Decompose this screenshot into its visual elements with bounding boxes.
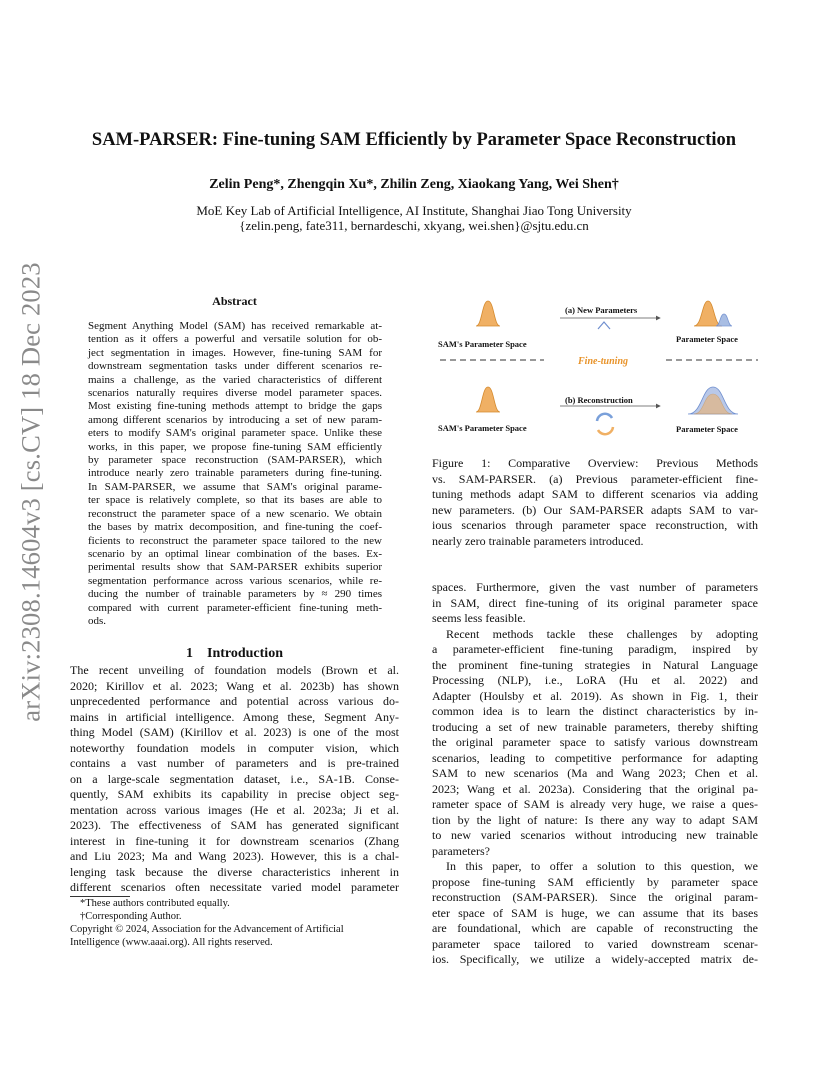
footnotes (70, 897, 399, 949)
label-sam-parameter-space-top: SAM's Parameter Space (438, 339, 527, 349)
adapted-distribution-top-icon (694, 301, 722, 326)
abstract-line: ods. (88, 614, 107, 627)
body-line: SAM to new scenarios (Ma and Wang 2023; Chen et al. (432, 766, 758, 780)
footnote-corresponding-author: †Corresponding Author. (80, 911, 182, 922)
body-line: on a large-scale segmentation dataset, i.e., SA-1B. Conse- (70, 771, 399, 786)
body-line: reconstruction (SAM-PARSER). Since the original param- (432, 890, 758, 904)
body-line: thing Model (SAM) (Kirillov et al. 2023) is one of the most (70, 725, 399, 739)
abstract-line: ficients to reconstruct the parameter space tailored to the new (88, 534, 382, 547)
abstract-line: scenario by an optimal linear combination of the bases. Ex- (88, 547, 382, 560)
paper-title: SAM-PARSER: Fine-tuning SAM Efficiently by Parameter Space Reconstruction (91, 130, 737, 150)
body-line: unprecedented performance and potential across various do- (70, 694, 399, 708)
body-line: and Liu 2023; Ma and Wang 2023). However, this is a chal- (70, 849, 399, 863)
abstract-line: works, in this paper, we propose fine-tuning SAM efficiently (88, 440, 382, 453)
body-line: mains in artificial intelligence. Among these, Segment Any- (70, 709, 399, 724)
abstract-line: scenarios naturally requires diverse model parameter spaces. (88, 387, 382, 400)
added-parameter-distribution-icon (716, 314, 732, 326)
figure-1-caption (432, 456, 758, 549)
introduction-body (70, 663, 399, 896)
caption-line: new parameters. (b) Our SAM-PARSER adapts SAM to var- (432, 502, 758, 517)
caption-line: nearly zero trainable parameters introduced. (432, 533, 644, 548)
body-line: 2023). The effectiveness of SAM has generated significant (70, 818, 399, 832)
affiliation (0, 203, 828, 233)
body-line: ios. Specifically, we utilize a widely-accepted matrix de- (432, 952, 758, 966)
abstract-line: downstream segmentation tasks under different scenarios re- (88, 360, 382, 373)
body-line: parameters? (432, 843, 490, 858)
abstract-line: mains a challenge, as the varied characteristics of different (88, 373, 382, 386)
body-line: mentation across various images (He et al. 2023a; Ji et al. (70, 802, 399, 817)
caption-line: Figure 1: Comparative Overview: Previous Methods (432, 456, 758, 470)
body-line: eter space of SAM is huge, we can assume that its bases (432, 905, 758, 920)
abstract-line: eters to modify SAM's original parameter space. Unlike these (88, 427, 382, 440)
body-line: noteworthy foundation models in computer vision, which (70, 740, 399, 755)
caption-line: vs. SAM-PARSER. (a) Previous parameter-efficient fine- (432, 471, 758, 486)
abstract-line: In SAM-PARSER, we assume that SAM's original parame- (88, 480, 382, 493)
body-line: In this paper, to offer a solution to this question, we (446, 859, 758, 873)
body-line: in SAM, direct fine-tuning of its original parameter space (432, 595, 758, 610)
abstract-line: ducing the number of trainable parameters by ≈ 290 times (88, 588, 382, 601)
abstract-line: segmentation performance across various scenarios, while re- (88, 574, 382, 587)
abstract-line: perimental results show that SAM-PARSER exhibits superior (88, 561, 382, 574)
copyright-line: Copyright © 2024, Association for the Advancement of Artificial (70, 924, 344, 935)
abstract-line: tention as it offers a powerful and versatile solution for ob- (88, 333, 382, 346)
label-new-parameters: (a) New Parameters (565, 305, 638, 315)
label-parameter-space-top: Parameter Space (676, 334, 738, 344)
body-line: spaces. Furthermore, given the vast number of parameters (432, 580, 758, 594)
body-line: quently, SAM exhibits its capability in precise object seg- (70, 787, 399, 801)
abstract-line: ject segmentation in images. However, fine-tuning SAM for (88, 346, 382, 359)
body-line: parameter space tailored to varied downstream scenar- (432, 936, 758, 951)
sam-distribution-top-icon (476, 301, 500, 326)
abstract-line: by parameter space reconstruction (SAM-PARSER), which (88, 454, 382, 467)
body-line: to new varied scenarios without introducing new trainable (432, 828, 758, 842)
body-line: common idea is to learn the distinct characteristics by in- (432, 704, 758, 718)
abstract-line: reconstruct the parameter space of a new scenario. We obtain (88, 507, 382, 520)
section-heading-introduction: 1 Introduction (186, 646, 283, 661)
body-line: troducing a set of new trainable parameters, thereby shifting (432, 719, 758, 734)
abstract-heading: Abstract (212, 294, 257, 308)
abstract-line: compared with current parameter-efficient fine-tuning meth- (88, 601, 382, 614)
body-line: 2023; Wang et al. 2023a). Considering that the original pa- (432, 781, 758, 796)
body-line: interest in fine-tuning it for downstream scenarios (Zhang (70, 833, 399, 848)
new-parameter-icon (598, 322, 610, 329)
abstract-line: introduce nearly zero trainable parameters during fine-tuning. (88, 467, 382, 480)
body-line: seems less feasible. (432, 611, 526, 625)
footnote-equal-contribution: *These authors contributed equally. (80, 898, 230, 909)
body-line: contains a vast number of parameters and is pre-trained (70, 756, 399, 770)
label-sam-parameter-space-bottom: SAM's Parameter Space (438, 423, 527, 433)
author-list: Zelin Peng*, Zhengqin Xu*, Zhilin Zeng, Xiaokang Yang, Wei Shen† (209, 177, 619, 192)
abstract-line: the bases by matrix decomposition, and fine-tuning the coef- (88, 521, 382, 534)
sam-distribution-bottom-icon (476, 387, 500, 412)
body-line: rameter space of SAM is already very huge, we raise a ques- (432, 797, 758, 811)
abstract-line: Segment Anything Model (SAM) has received remarkable at- (88, 320, 382, 332)
abstract-body (88, 320, 382, 628)
body-line: Recent methods tackle these challenges by adopting (446, 626, 758, 641)
body-line: Adapter (Houlsby et al. 2019). As shown in Fig. 1, their (432, 688, 758, 703)
label-fine-tuning: Fine-tuning (578, 356, 629, 367)
body-line: the prominent fine-tuning strategies in Natural Language (432, 657, 758, 672)
abstract-line: among different scenarios by introducing a set of new param- (88, 413, 382, 426)
label-reconstruction: (b) Reconstruction (565, 395, 633, 405)
affiliation-name: MoE Key Lab of Artificial Intelligence, AI Institute, Shanghai Jiao Tong University (196, 203, 632, 218)
body-line: the original parameter space to satisfy various downstream (432, 735, 758, 749)
body-line: tion by the light of nature: Is there any way to adapt SAM (432, 812, 758, 827)
caption-line: ious scenarios through parameter space reconstruction, with (432, 518, 758, 532)
body-line: propose fine-tuning SAM efficiently by parameter space (432, 874, 758, 889)
body-line: a parameter-efficient fine-tuning paradigm, inspired by (432, 642, 758, 656)
body-line: scenarios, leading to competitive performance for adapting (432, 750, 758, 765)
abstract-line: ter space is relatively complete, so that its bases are able to (88, 494, 382, 507)
right-column-body (432, 580, 758, 968)
body-line: lenging task because the diverse characteristics inherent in (70, 864, 399, 879)
label-parameter-space-bottom: Parameter Space (676, 424, 738, 434)
body-line: are foundational, which are capable of reconstructing the (432, 921, 758, 935)
body-line: Processing (NLP), i.e., LoRA (Hu et al. 2022) and (432, 673, 758, 687)
body-line: different scenarios often necessitate varied model parameter (70, 880, 399, 894)
figure-1 (432, 296, 758, 446)
arxiv-watermark: arXiv:2308.14604v3 [cs.CV] 18 Dec 2023 (15, 262, 46, 722)
author-emails: {zelin.peng, fate311, bernardeschi, xkyang, wei.shen}@sjtu.edu.cn (239, 218, 589, 233)
abstract-line: Most existing fine-tuning methods attempt to bridge the gaps (88, 400, 382, 413)
caption-line: tuning methods adapt SAM to different scenarios via adding (432, 487, 758, 501)
body-line: 2020; Kirillov et al. 2023; Wang et al. 2023b) has shown (70, 678, 399, 693)
reconstruction-cycle-icon (597, 414, 613, 434)
copyright-line: Intelligence (www.aaai.org). All rights reserved. (70, 937, 273, 948)
body-line: The recent unveiling of foundation models (Brown et al. (70, 663, 399, 677)
